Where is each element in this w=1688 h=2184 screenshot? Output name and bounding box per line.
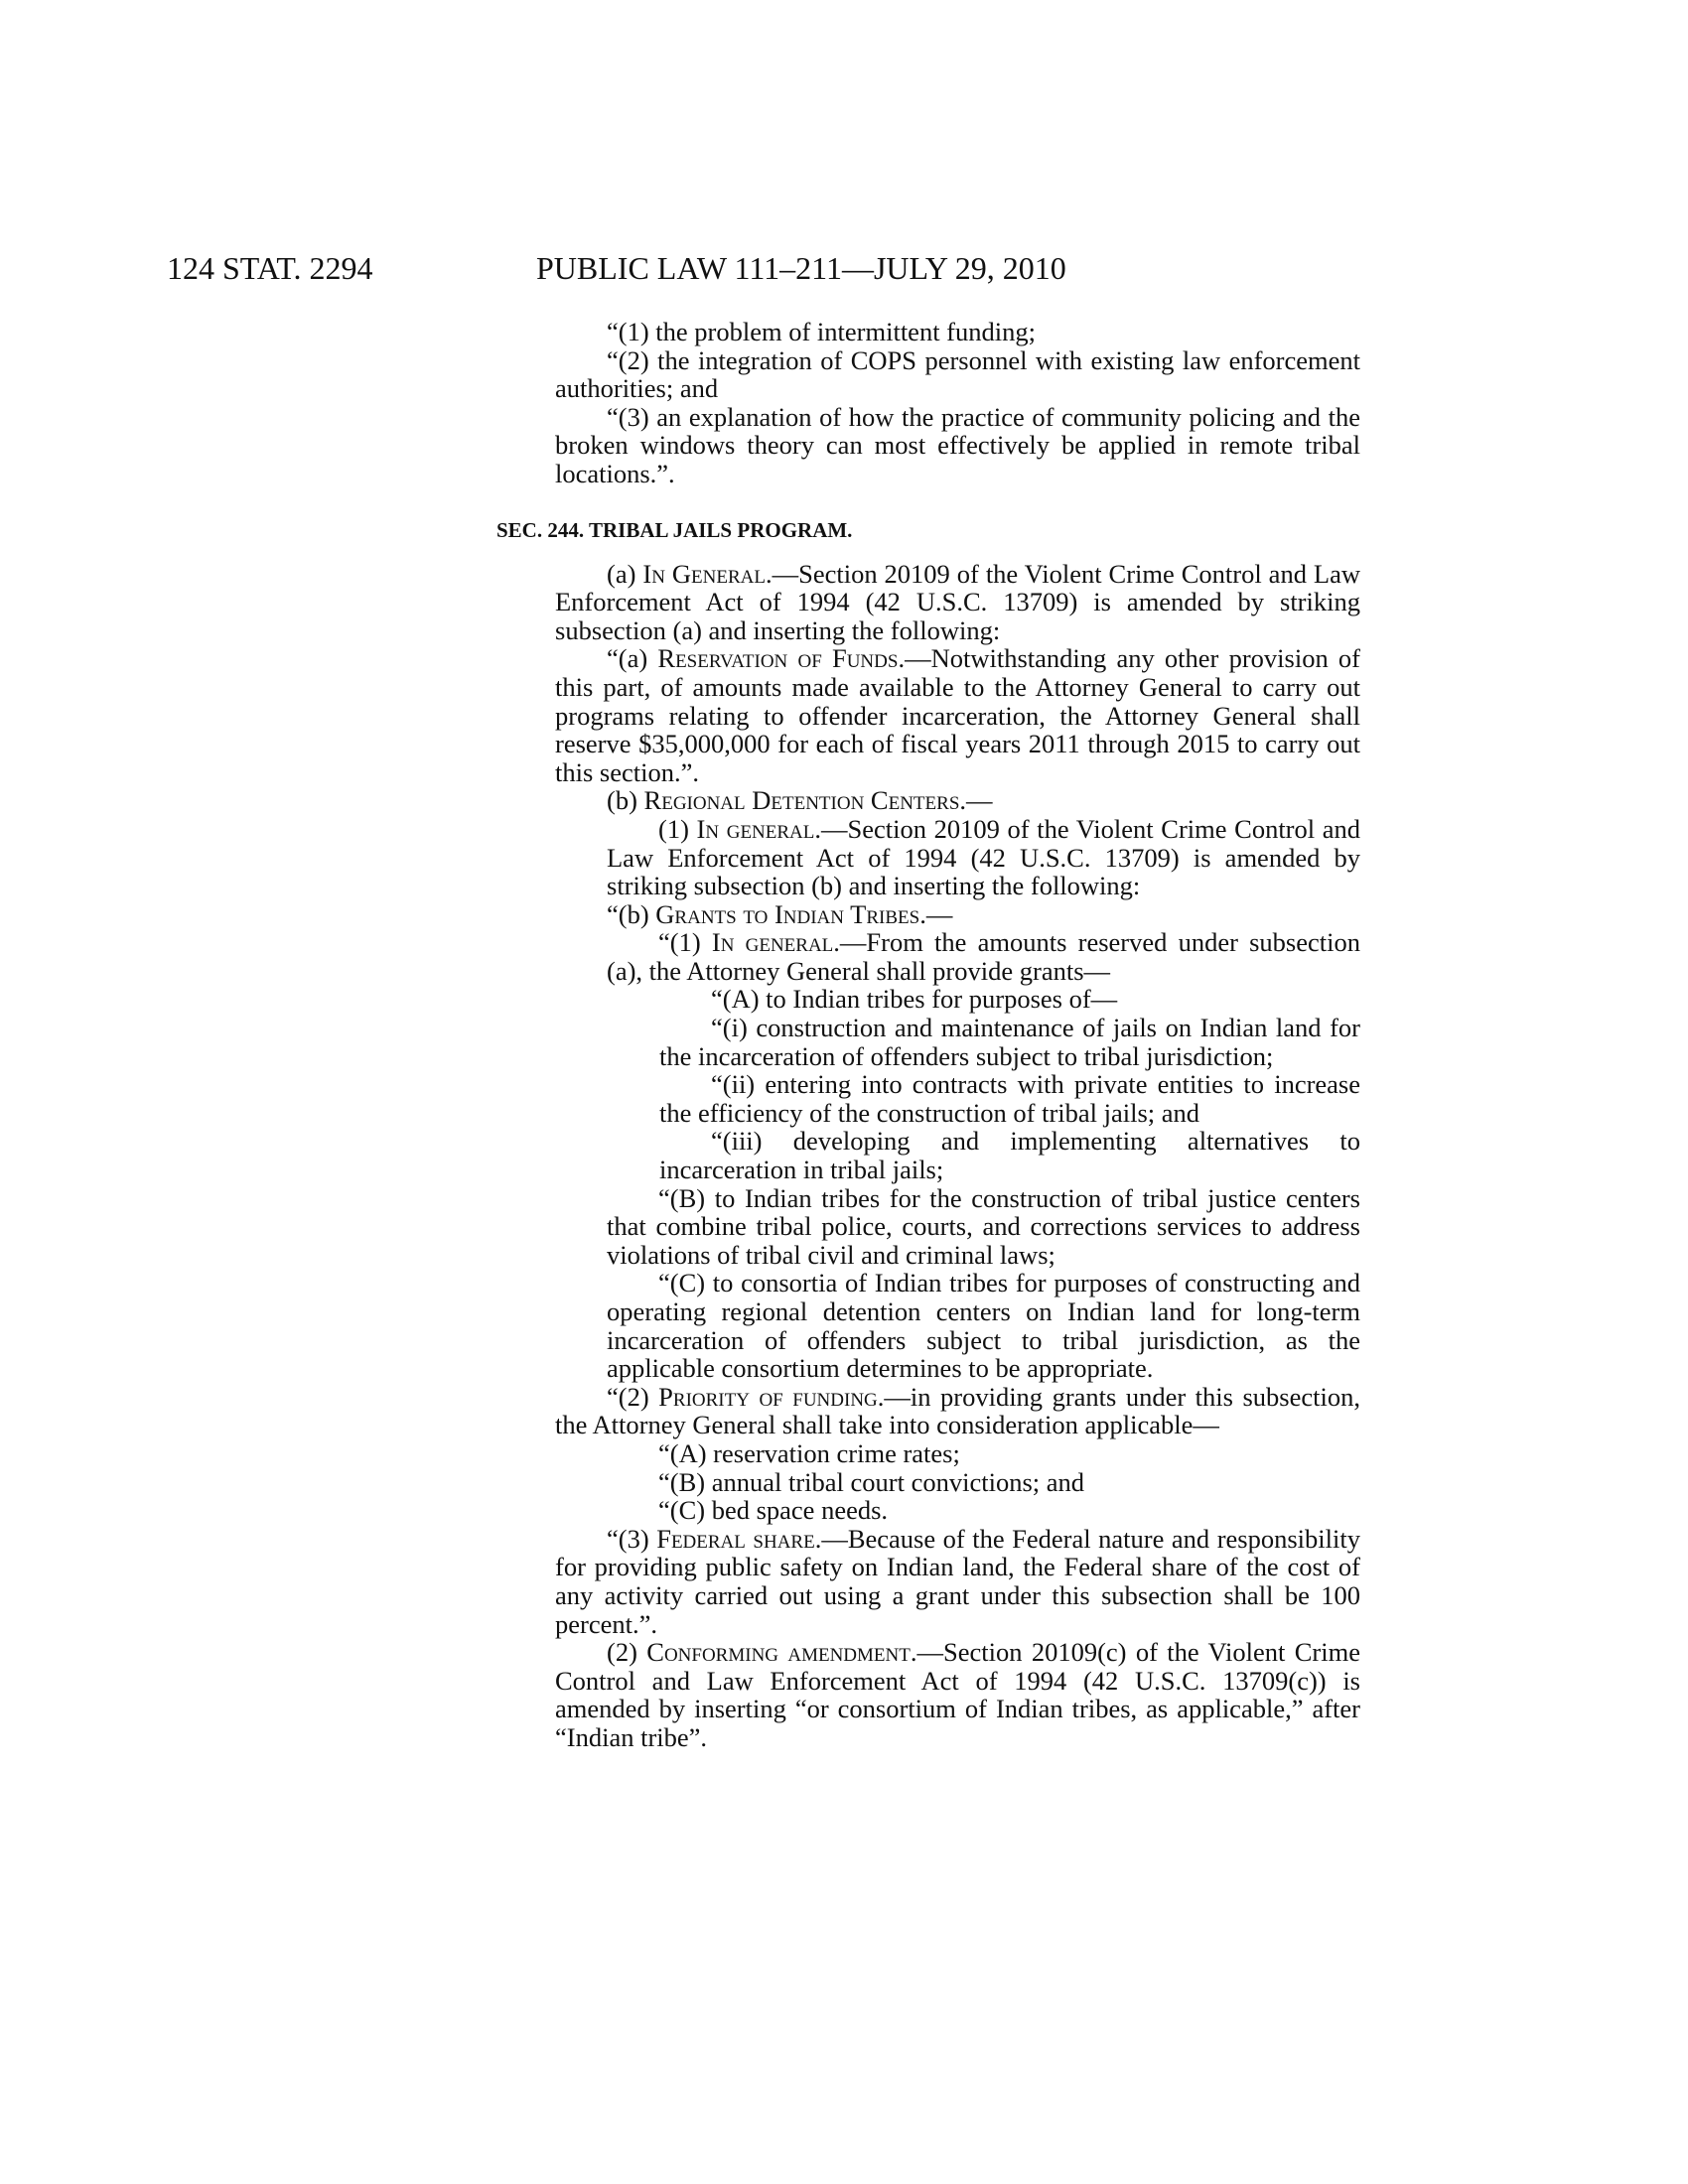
subsection-a-caption: In General <box>642 558 766 589</box>
stat-citation: 124 STAT. 2294 <box>167 250 373 286</box>
quoted-3-caption: Federal share <box>656 1523 815 1554</box>
paragraph-b2 <box>555 1638 1360 1751</box>
quoted-2-caption: Priority of funding <box>658 1381 878 1412</box>
paragraph-community-policing: “(3) an explanation of how the practice of community policing and the broken windows theory can most effectively be applied in remote tribal locations.”. <box>555 401 1360 488</box>
quoted-3-lead: “(3) <box>607 1523 657 1554</box>
quoted-2-item-a: “(A) reservation crime rates; <box>658 1437 960 1468</box>
quoted-a-lead: “(a) <box>607 643 658 674</box>
quoted-3-text: .—Because of the Federal nature and responsibility for providing public safety on Indian land, the Federal share of the cost of any activity carried out using a grant under this subsection shall be 100 percent.”. <box>555 1523 1360 1639</box>
quoted-subparagraph-c: “(C) to consortia of Indian tribes for purposes of constructing and operating regional detention centers on Indian land for long-term incarceration of offenders subject to tribal jurisdiction, as the applicable consortium determines to be appropriate. <box>607 1268 1360 1384</box>
subsection-b-caption: Regional Detention Centers <box>643 785 960 816</box>
paragraph-b2-lead: (2) <box>607 1637 647 1668</box>
quoted-1-caption: In general <box>711 927 834 958</box>
subsection-b-lead: (b) <box>607 785 644 816</box>
quoted-1-text: .—From the amounts reserved under subsection (a), the Attorney General shall provide grants— <box>607 927 1360 986</box>
quoted-clause-iii: “(iii) developing and implementing alternatives to incarceration in tribal jails; <box>659 1126 1360 1185</box>
quoted-clause-i: “(i) construction and maintenance of jails on Indian land for the incarceration of offenders subject to tribal jurisdiction; <box>659 1013 1360 1071</box>
quoted-subparagraph-a: “(A) to Indian tribes for purposes of— <box>711 984 1118 1015</box>
quoted-subsection-a <box>555 644 1360 786</box>
document-body <box>0 318 1688 1752</box>
quoted-b-lead: “(b) <box>607 898 656 929</box>
paragraph-b2-caption: Conforming amendment <box>646 1637 911 1668</box>
quoted-a-text: .—Notwithstanding any other provision of this part, of amounts made available to the Attorney General to carry out programs relating to offender incarceration, the Attorney General shall reserve $35,000,000 for each of fiscal years 2011 through 2015 to carry out this section.”. <box>555 643 1360 787</box>
quoted-paragraph-1 <box>607 928 1360 985</box>
quoted-b-caption: Grants to Indian Tribes <box>655 898 920 929</box>
paragraph-b1-caption: In general <box>696 813 815 844</box>
quoted-paragraph-3 <box>555 1525 1360 1638</box>
quoted-2-item-b: “(B) annual tribal court convictions; and <box>658 1466 1085 1497</box>
subsection-b-text: .— <box>959 785 993 816</box>
quoted-paragraph-2 <box>555 1383 1360 1439</box>
quoted-subparagraph-b: “(B) to Indian tribes for the construction of tribal justice centers that combine tribal police, courts, and corrections services to address violations of tribal civil and criminal laws; <box>607 1182 1360 1270</box>
subsection-b <box>555 786 1360 815</box>
quoted-1-lead: “(1) <box>658 927 712 958</box>
paragraph-b2-text: .—Section 20109(c) of the Violent Crime Control and Law Enforcement Act of 1994 (42 U.S.C. 13709(c)) is amended by inserting “or consortium of Indian tribes, as applicable,” after “Indian tribe”. <box>555 1637 1360 1752</box>
subsection-a-text: .—Section 20109 of the Violent Crime Control and Law Enforcement Act of 1994 (42 U.S.C. 13709) is amended by striking subsection (a) and inserting the following: <box>555 558 1360 645</box>
paragraph-b1 <box>607 815 1360 900</box>
paragraph-b1-lead: (1) <box>658 813 697 844</box>
page-header <box>0 244 1688 292</box>
running-head: PUBLIC LAW 111–211—JULY 29, 2010 <box>536 250 1066 286</box>
paragraph-cops-integration: “(2) the integration of COPS personnel with existing law enforcement authorities; and <box>555 344 1360 404</box>
quoted-clause-ii: “(ii) entering into contracts with private entities to increase the efficiency of the construction of tribal jails; and <box>659 1069 1360 1128</box>
paragraph-b1-text: .—Section 20109 of the Violent Crime Control and Law Enforcement Act of 1994 (42 U.S.C. 13709) is amended by striking subsection (b) and inserting the following: <box>607 813 1361 901</box>
subsection-a <box>555 560 1360 645</box>
quoted-subsection-b <box>607 900 1360 929</box>
quoted-2-text: .—in providing grants under this subsection, the Attorney General shall take into consideration applicable— <box>555 1381 1360 1440</box>
section-heading: SEC. 244. TRIBAL JAILS PROGRAM. <box>496 517 853 542</box>
quoted-2-lead: “(2) <box>607 1381 659 1412</box>
quoted-b-text: .— <box>919 898 953 929</box>
quoted-2-item-c: “(C) bed space needs. <box>658 1495 889 1526</box>
paragraph-intermittent-funding: “(1) the problem of intermittent funding; <box>607 317 1036 346</box>
quoted-a-caption: Reservation of Funds <box>657 643 899 674</box>
subsection-a-lead: (a) <box>607 558 643 589</box>
